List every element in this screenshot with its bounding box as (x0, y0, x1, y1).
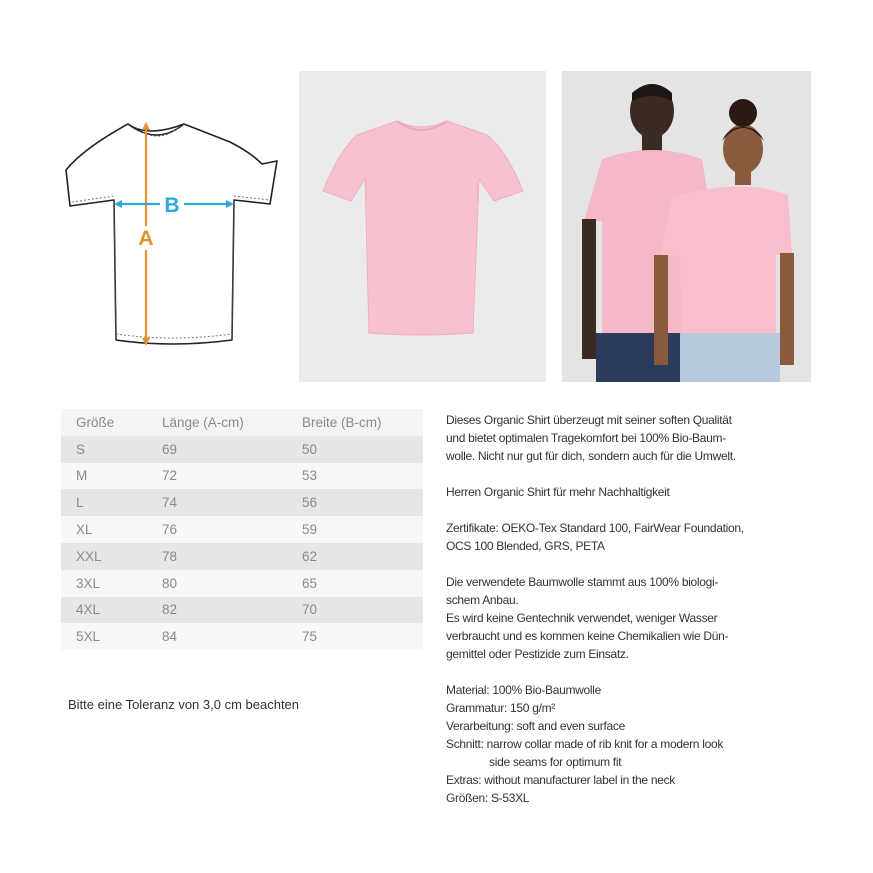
size-cell: S (76, 441, 86, 457)
size-diagram (52, 108, 288, 352)
spec-material: Material: 100% Bio-Baumwolle (446, 683, 602, 697)
table-row (61, 623, 423, 650)
length-cell: 84 (162, 629, 178, 645)
size-cell: 5XL (76, 629, 101, 645)
size-cell: L (76, 495, 84, 511)
width-cell: 62 (302, 548, 318, 564)
models-wearing-shirt-image (562, 71, 811, 382)
spec-processing: Verarbeitung: soft and even surface (446, 719, 625, 733)
table-row (61, 489, 423, 516)
table-row (61, 463, 423, 490)
tagline: Herren Organic Shirt für mehr Nachhaltigkeit (446, 485, 670, 499)
intro-line: wolle. Nicht nur gut für dich, sondern auch für die Umwelt. (446, 449, 736, 463)
pink-tshirt-image (299, 71, 546, 382)
size-cell: XXL (76, 548, 102, 564)
intro-line: und bietet optimalen Tragekomfort bei 100% Bio-Baum- (446, 431, 726, 445)
size-cell: 3XL (76, 575, 101, 591)
size-cell: 4XL (76, 602, 101, 618)
sustainability-line: Es wird keine Gentechnik verwendet, weniger Wasser (446, 611, 718, 625)
tshirt-outline-diagram (52, 108, 288, 352)
length-cell: 80 (162, 575, 178, 591)
table-header-row (61, 409, 423, 436)
length-cell: 82 (162, 602, 178, 618)
sustainability-line: schem Anbau. (446, 593, 519, 607)
header-size: Größe (76, 414, 115, 430)
length-cell: 74 (162, 495, 178, 511)
width-cell: 70 (302, 602, 318, 618)
spec-cut-continued: side seams for optimum fit (489, 755, 622, 769)
product-description (446, 411, 786, 807)
models-image (562, 71, 811, 382)
size-cell: M (76, 468, 88, 484)
header-width: Breite (B-cm) (302, 414, 382, 430)
spec-extras: Extras: without manufacturer label in the neck (446, 773, 675, 787)
measure-a-label: A (138, 227, 154, 250)
table-row (61, 516, 423, 543)
length-cell: 72 (162, 468, 178, 484)
measure-b-label: B (164, 194, 180, 217)
width-cell: 75 (302, 629, 318, 645)
certificates-line: OCS 100 Blended, GRS, PETA (446, 539, 605, 553)
width-cell: 56 (302, 495, 318, 511)
spec-sizes: Größen: S-53XL (446, 791, 530, 805)
sustainability-line: Die verwendete Baumwolle stammt aus 100% biologi- (446, 575, 719, 589)
table-row (61, 436, 423, 463)
intro-line: Dieses Organic Shirt überzeugt mit seiner soften Qualität (446, 413, 732, 427)
length-cell: 78 (162, 548, 178, 564)
width-cell: 59 (302, 522, 318, 538)
width-cell: 53 (302, 468, 318, 484)
width-cell: 50 (302, 441, 318, 457)
table-row (61, 570, 423, 597)
table-row (61, 543, 423, 570)
size-cell: XL (76, 522, 93, 538)
spec-weight: Grammatur: 150 g/m² (446, 701, 555, 715)
table-row (61, 597, 423, 624)
width-cell: 65 (302, 575, 318, 591)
spec-cut: Schnitt: narrow collar made of rib knit for a modern look (446, 737, 724, 751)
tolerance-note: Bitte eine Toleranz von 3,0 cm beachten (68, 697, 300, 712)
header-length: Länge (A-cm) (162, 414, 244, 430)
sustainability-line: gemittel oder Pestizide zum Einsatz. (446, 647, 629, 661)
size-table (61, 409, 423, 650)
length-cell: 69 (162, 441, 178, 457)
product-image (299, 71, 546, 382)
sustainability-line: verbraucht und es kommen keine Chemikalien wie Dün- (446, 629, 729, 643)
length-cell: 76 (162, 522, 178, 538)
certificates-line: Zertifikate: OEKO-Tex Standard 100, FairWear Foundation, (446, 521, 744, 535)
